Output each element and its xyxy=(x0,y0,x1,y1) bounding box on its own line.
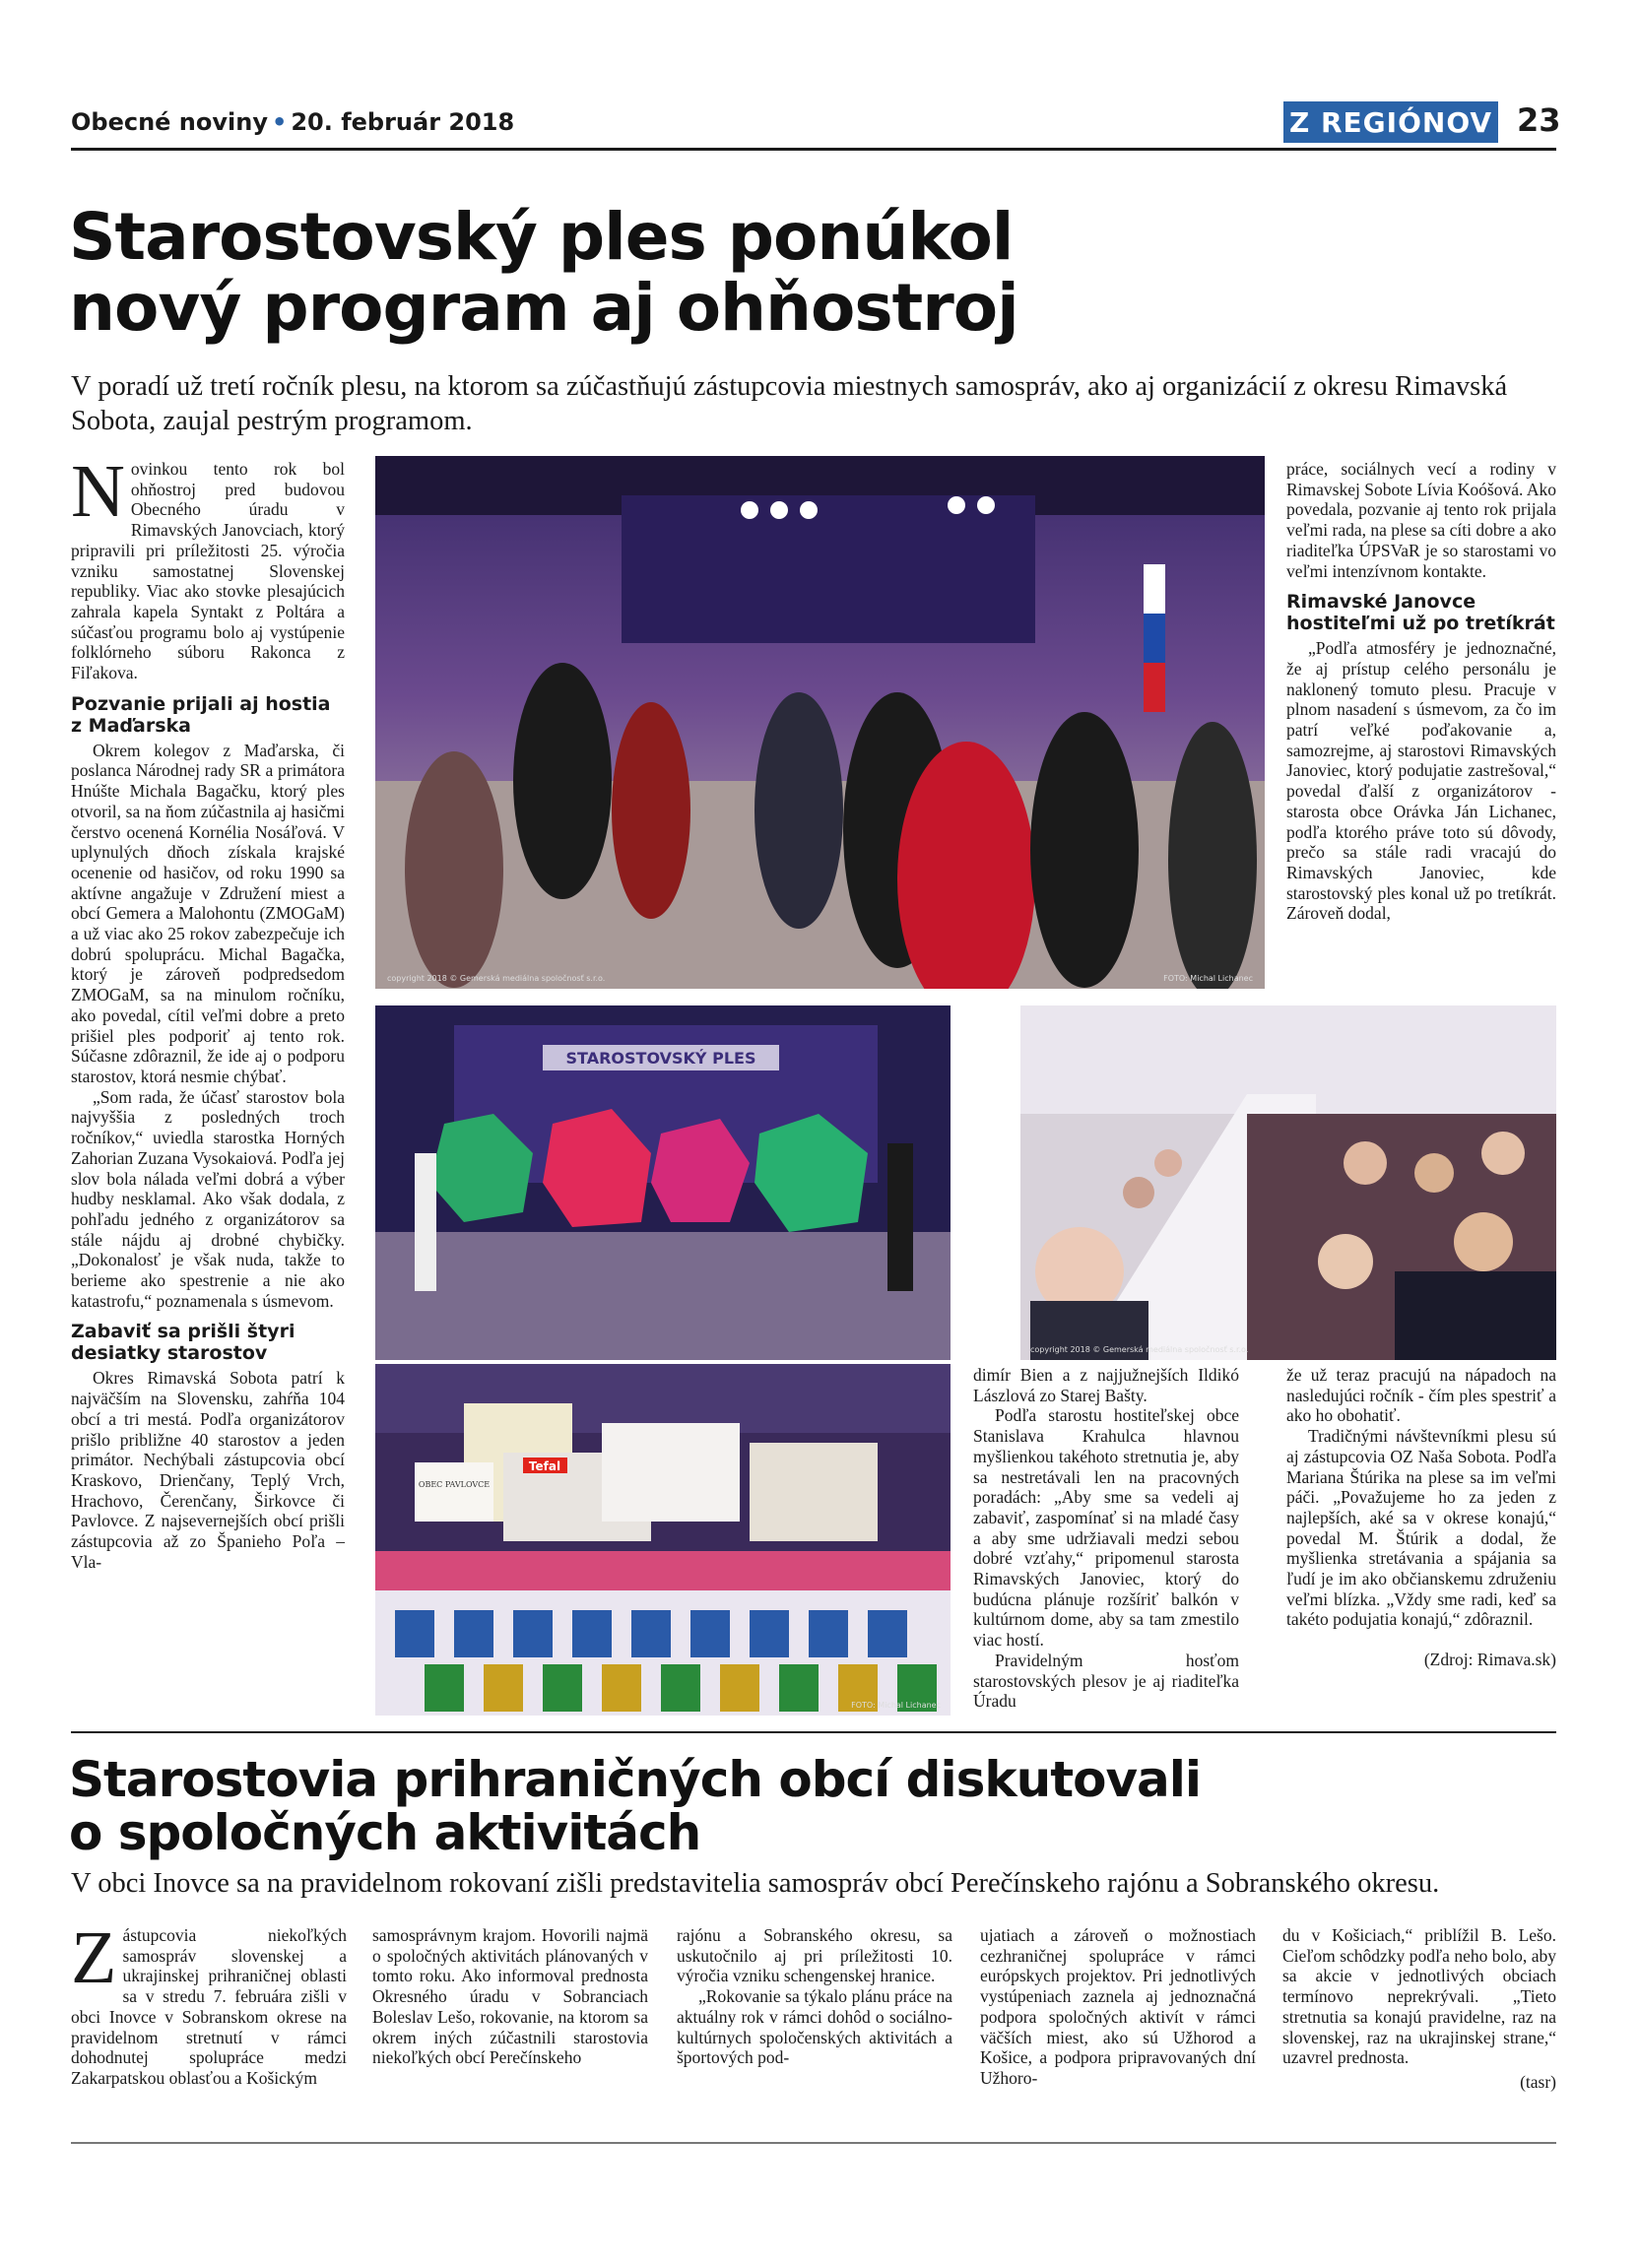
article2-headline xyxy=(69,1753,1448,1859)
paragraph: Podľa starostu hostiteľskej obce Stanislava Krahulca hlavnou myšlienkou takéhoto stretnutia je, aby sa nestretávali len na pracovných poradách: „Aby sme sa vedeli aj zabaviť, zaspomínať si na mladé časy a aby sme udržiavali medzi sebou dobré vzťahy,“ pripomenul starosta Rimavských Janoviec, ktorý do budúcna plánuje rozšíriť balkón v kultúrnom dome, aby sa tam zmestilo viac hostí. xyxy=(973,1405,1239,1651)
article2-column5 xyxy=(1282,1925,1556,2093)
paper-name: Obecné noviny xyxy=(71,108,268,136)
article1-headline xyxy=(69,199,1251,346)
dropcap: Z xyxy=(71,1916,117,1999)
photo-dance-floor xyxy=(375,456,1265,989)
paragraph: „Som rada, že účasť starostov bola najvyššia z posledných troch ročníkov,“ uviedla starostka Horných Zahorian Zuzana Vysokaiová. Podľa jej slov bola nálada veľmi dobrá a výber hudby nesklamal. Ako však dodala, z pohľadu jedného z organizátorov sa stále nájdu aj drobné chybičky. „Dokonalosť je však nuda, takže to berieme ako spestrenie a nie ako katastrofu,“ poznamenala s úsmevom. xyxy=(71,1086,345,1311)
paragraph: ujatiach a zároveň o možnostiach cezhraničnej spolupráce v rámci európskych projektov. Pri jednotlivých vystúpeniach zaznela aj jednoznačná podpora spoločných aktivít v rámci väčších miest, ako sú Užhorod a Košice, a podpora pripravovaných dní Užhoro- xyxy=(980,1925,1256,2088)
paragraph: Pravidelným hosťom starostovských plesov je aj riaditeľka Úradu xyxy=(973,1650,1239,1712)
paragraph: dimír Bien a z najjužnejších Ildikó Lászlová zo Starej Bašty. xyxy=(973,1365,1239,1405)
article-separator xyxy=(71,1731,1556,1733)
photo-stage-umbrellas xyxy=(375,1005,951,1360)
article2-headline-line1: Starostovia prihraničných obcí diskutovali xyxy=(69,1751,1202,1808)
article-source: (Zdroj: Rimava.sk) xyxy=(1423,1650,1556,1670)
photo-banquet xyxy=(1020,1005,1556,1360)
issue-date: 20. február 2018 xyxy=(291,108,515,136)
photo-credit: FOTO: Michal Lichanec xyxy=(1163,974,1253,983)
paragraph xyxy=(71,450,345,683)
paragraph: že už teraz pracujú na nápadoch na nasledujúci ročník - čím ples spestriť a ako ho obohatiť. xyxy=(1286,1365,1556,1426)
dropcap: N xyxy=(71,450,125,533)
paragraph: samosprávnym krajom. Hovorili najmä o spoločných aktivitách plánovaných v tomto roku. Ako informoval prednosta Okresného úradu v Sobranciach Boleslav Lešo, rokovanie, na ktorom sa okrem iných zúčastnili starostovia niekoľkých obcí Perečínskeho xyxy=(372,1925,648,2068)
paragraph: „Podľa atmosféry je jednoznačné, že aj prístup celého personálu je naklonený tomuto plesu. Pracuje v plnom nasadení s úsmevom, za čo im patrí veľké poďakovanie a, samozrejme, aj starostovi Rimavských Janoviec, ktorý podujatie zastrešoval,“ povedal ďalší z organizátorov - starosta obce Orávka Ján Lichanec, podľa ktorého práve toto sú dôvody, prečo sa stále radi vracajú do Rimavských Janoviec, kde starostovský ples konal už po tretíkrát. Zároveň dodal, xyxy=(1286,638,1556,924)
photo-prizes xyxy=(375,1364,951,1716)
article2-column3 xyxy=(677,1925,952,2068)
banquet-image xyxy=(1020,1005,1556,1360)
article1-lead: V poradí už tretí ročník plesu, na ktorom sa zúčastňujú zástupcovia miestnych samospráv, ako aj organizácií z okresu Rimavská Sobota, zaujal pestrým programom. xyxy=(71,371,1508,436)
paragraph: rajónu a Sobranského okresu, sa uskutočnilo aj pri príležitosti 10. výročia vzniku schengenskej hranice. xyxy=(677,1925,952,1986)
photo-credit: copyright 2018 © Gemerská mediálna spoločnosť s.r.o. xyxy=(387,974,606,983)
header-rule xyxy=(71,148,1556,151)
article1-headline-line2: nový program aj ohňostroj xyxy=(69,270,1018,346)
paragraph xyxy=(71,1916,347,2089)
masthead xyxy=(71,108,514,136)
article1-column4 xyxy=(1286,459,1556,924)
article-source: (tasr) xyxy=(1520,2071,1556,2092)
prize-label: OBEC PAVLOVCE xyxy=(418,1480,491,1489)
article1-column2-bottom xyxy=(973,1365,1239,1712)
article2-headline-line2: o spoločných aktivitách xyxy=(69,1804,701,1861)
paragraph: Okrem kolegov z Maďarska, či poslanca Národnej rady SR a primátora Hnúšte Michala Bagačku, ktorý ples otvoril, sa na ňom zúčastnila aj hasičmi čerstvo ocenená Kornélia Nosáľová. V uplynulých dňoch získala krajské ocenenie od hasičov, od roku 1990 sa aktívne angažuje v Združení miest a obcí Gemera a Malohontu (ZMOGaM) a už viac ako 25 rokov zabezpečuje ich dobrú spoluprácu. Michal Bagačka, ktorý je zároveň podpredsedom ZMOGaM, sa na minulom ročníku, ako povedal, cítil veľmi dobre a preto prišiel ples podporiť aj tento rok. Súčasne zdôraznil, že ide aj o podporu starostov, ktorá nesmie chýbať. xyxy=(71,740,345,1086)
subheading: Zabaviť sa prišli štyri desiatky starostov xyxy=(71,1321,295,1365)
paragraph: Tradičnými návštevníkmi plesu sú aj zástupcovia OZ Naša Sobota. Podľa Mariana Štúrika na plese sa im veľmi páči. „Považujeme ho za jeden z najlepších, aké sa v okrese konajú,“ povedal M. Štúrik a dodal, že myšlienka stretávania a spájania sa ľudí je im ako občianskemu združeniu veľmi blízka. „Vždy sme radi, keď sa takéto podujatia konajú,“ zdôraznil. xyxy=(1286,1426,1556,1630)
page-number: 23 xyxy=(1517,101,1561,139)
article2-column1 xyxy=(71,1916,347,2089)
paragraph: Okres Rimavská Sobota patrí k najväčším na Slovensku, zahŕňa 104 obcí a tri mestá. Podľa organizátorov prišlo približne 40 starostov a jeden primátor. Nechýbali zástupcovia obcí Kraskovo, Drienčany, Teplý Vrch, Hrachovo, Čerenčany, Širkovce či Pavlovce. Z najsevernejších obcí prišli zástupcovia až zo Španieho Poľa – Vla- xyxy=(71,1368,345,1572)
photo-credit: FOTO: Michal Lichanec xyxy=(851,1701,941,1710)
footer-rule xyxy=(71,2142,1556,2144)
dance-floor-image xyxy=(375,456,1265,989)
stage-umbrellas-image xyxy=(375,1005,951,1360)
stage-banner: STAROSTOVSKÝ PLES xyxy=(565,1049,756,1068)
paragraph: du v Košiciach,“ priblížil B. Lešo. Cieľom schôdzky podľa neho bolo, aby sa akcie v jednotlivých obciach termínovo neprekrývali. „Tieto stretnutia sa konajú pravidelne, raz na slovenskej, raz na ukrajinskej strane,“ uzavrel prednosta. xyxy=(1282,1925,1556,2068)
article2-lead: V obci Inovce sa na pravidelnom rokovaní zišli predstavitelia samospráv obcí Perečínskeho rajónu a Sobranského okresu. xyxy=(71,1868,1440,1899)
prizes-image xyxy=(375,1364,951,1716)
paragraph: práce, sociálnych vecí a rodiny v Rimavskej Sobote Lívia Koóšová. Ako povedala, pozvanie aj tento rok prijala veľmi rada, na plese sa cíti dobre a ako riaditeľka ÚPSVaR je so starostami vo veľmi intenzívnom kontakte. xyxy=(1286,459,1556,581)
section-badge: Z REGIÓNOV xyxy=(1283,101,1498,143)
article1-column1 xyxy=(71,450,345,1572)
article2-column4 xyxy=(980,1925,1256,2089)
article2-column2 xyxy=(372,1925,648,2068)
paragraph-text: ovinkou tento rok bol ohňostroj pred budovou Obecného úradu v Rimavských Janovciach, ktorý pripravili pri príležitosti 25. výročia vzniku samostatnej Slovenskej republiky. Viac ako stovke plesajúcich zahrala kapela Syntakt z Poltára a súčasťou programu bolo aj vystúpenie folklórneho súboru Rakonca z Fiľakova. xyxy=(71,459,345,683)
subheading: Rimavské Janovce hostiteľmi už po tretíkrát xyxy=(1286,591,1555,635)
paragraph: „Rokovanie sa týkalo plánu práce na aktuálny rok v rámci dohôd o sociálno-kultúrnych spoločenských aktivitách a športových pod- xyxy=(677,1986,952,2068)
article1-column3-bottom xyxy=(1286,1365,1556,1670)
separator-dot: • xyxy=(271,108,288,136)
article1-headline-line1: Starostovský ples ponúkol xyxy=(69,199,1014,275)
prize-label: Tefal xyxy=(528,1459,561,1473)
subheading: Pozvanie prijali aj hostia z Maďarska xyxy=(71,692,331,737)
paragraph-text: ástupcovia niekoľkých samospráv slovenskej a ukrajinskej prihraničnej oblasti sa v stredu 7. februára zišli v obci Inovce v Sobranskom okrese na pravidelnom stretnutí v rámci dohodnutej spolupráce medzi Zakarpatskou oblasťou a Košickým xyxy=(71,1925,347,2088)
photo-credit: copyright 2018 © Gemerská mediálna spoločnosť s.r.o. xyxy=(1030,1345,1249,1354)
